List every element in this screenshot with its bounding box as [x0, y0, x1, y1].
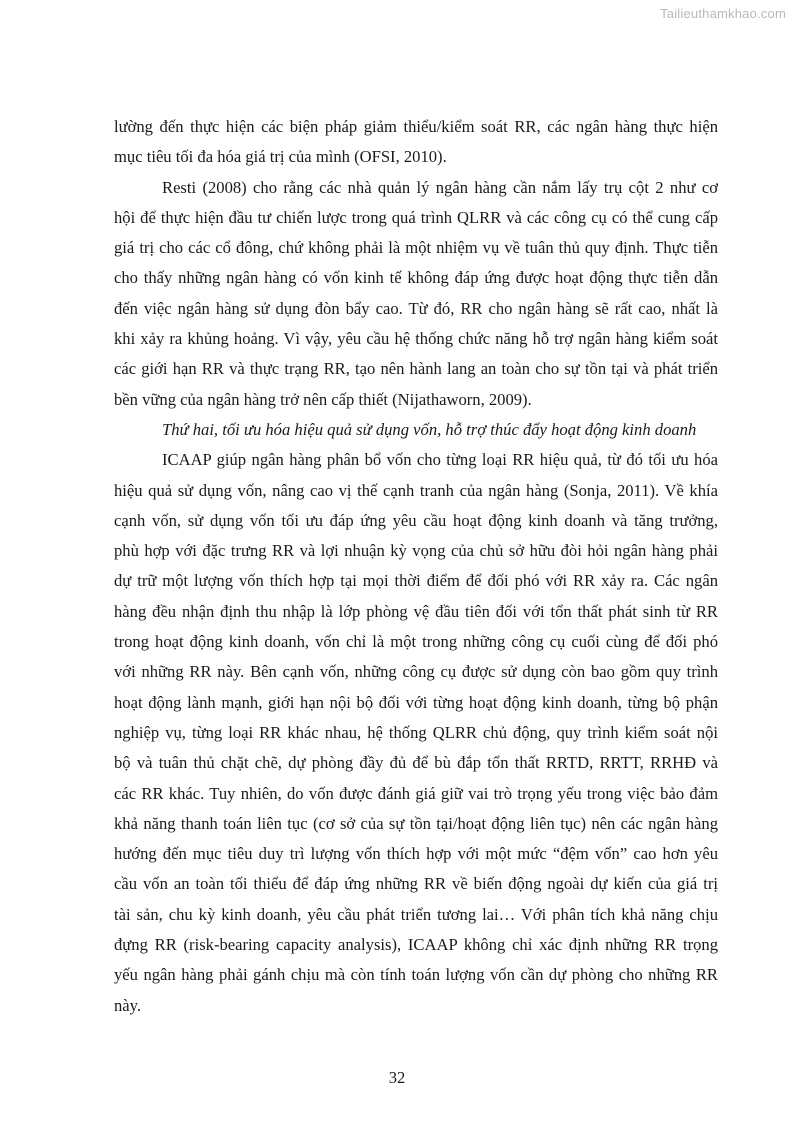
text-line: lường đến thực hiện các biện pháp giảm thiểu/kiểm soát RR, các ngân hàng thực hiện [114, 117, 718, 136]
text-line: khả năng thanh toán liên tục (cơ sở của sự tồn tại/hoạt động liên tục) nên các ngân hàng [114, 813, 718, 833]
text-line: ICAAP giúp ngân hàng phân bổ vốn cho từng loại RR hiệu quả, từ đó tối ưu hóa [162, 450, 718, 470]
text-line: các giới hạn RR và thực trạng RR, tạo nên hành lang an toàn cho sự tồn tại và phát triển [114, 359, 718, 379]
document-body [114, 112, 718, 1021]
watermark-text: Tailieuthamkhao.com [660, 6, 786, 21]
text-line: tài sản, chu kỳ kinh doanh, yêu cầu phát triển tương lai… Với phân tích khả năng chịu [114, 904, 718, 924]
text-line: đựng RR (risk-bearing capacity analysis), ICAAP không chỉ xác định những RR trọng [114, 935, 718, 955]
text-line: giá trị cho các cổ đông, chứ không phải là một nhiệm vụ về tuân thủ quy định. Thực tiễn [114, 238, 718, 258]
text-line: bộ và tuân thủ chặt chẽ, dự phòng đầy đủ để bù đắp tổn thất RRTD, RRTT, RRHĐ và [114, 753, 718, 773]
text-line: đến việc ngân hàng sử dụng đòn bẩy cao. Từ đó, RR cho ngân hàng sẽ rất cao, nhất là [114, 298, 718, 318]
text-line: hướng đến mục tiêu duy trì lượng vốn thích hợp với một mức “đệm vốn” cao hơn yêu [114, 844, 718, 864]
text-line: này. [114, 995, 142, 1015]
text-line: trong hoạt động kinh doanh, vốn chỉ là một trong những công cụ cuối cùng để đối phó [114, 632, 718, 652]
section-subheading: Thứ hai, tối ưu hóa hiệu quả sử dụng vốn, hỗ trợ thúc đẩy hoạt động kinh doanh [162, 419, 697, 439]
text-line: cạnh vốn, sử dụng vốn tối ưu đáp ứng yêu cầu hoạt động kinh doanh và tăng trưởng, [114, 510, 718, 530]
text-line: hàng đều nhận định thu nhập là lớp phòng vệ đầu tiên đối với tổn thất phát sinh từ RR [114, 601, 718, 621]
text-line: hoạt động lành mạnh, giới hạn nội bộ đối với từng hoạt động kinh doanh, từng bộ phận [114, 692, 718, 712]
text-line: mục tiêu tối đa hóa giá trị của mình (OFSI, 2010). [114, 147, 447, 167]
text-line: cho thấy những ngân hàng có vốn kinh tế không đáp ứng được hoạt động thực tiễn dẫn [114, 268, 718, 288]
text-line: khi xảy ra khủng hoảng. Vì vậy, yêu cầu hệ thống chức năng hỗ trợ ngân hàng kiểm soát [114, 329, 718, 349]
text-line: phù hợp với đặc trưng RR và lợi nhuận kỳ vọng của chủ sở hữu đòi hỏi ngân hàng phải [114, 541, 718, 561]
text-line: yếu ngân hàng phải gánh chịu mà còn tính toán lượng vốn cần dự phòng cho những RR [114, 965, 718, 985]
text-line: dự trữ một lượng vốn thích hợp tại mọi thời điểm để đối phó với RR xảy ra. Các ngân [114, 571, 718, 591]
text-line: nghiệp vụ, từng loại RR khác nhau, hệ thống QLRR chủ động, quy trình kiểm soát nội [114, 722, 718, 742]
text-line: với những RR này. Bên cạnh vốn, những công cụ được sử dụng còn bao gồm quy trình [114, 662, 718, 682]
text-line: hội để thực hiện đầu tư chiến lược trong quá trình QLRR và các công cụ có thể cung cấp [114, 207, 718, 227]
text-line: các RR khác. Tuy nhiên, do vốn được đánh giá giữ vai trò trọng yếu trong việc bảo đảm [114, 783, 718, 803]
text-line: Resti (2008) cho rằng các nhà quản lý ngân hàng cần nắm lấy trụ cột 2 như cơ [162, 177, 718, 197]
text-line: hiệu quả sử dụng vốn, nâng cao vị thế cạnh tranh của ngân hàng (Sonja, 2011). Về khía [114, 480, 718, 500]
text-line: cầu vốn an toàn tối thiểu để đáp ứng những RR về biến động ngoài dự kiến của giá trị [114, 874, 718, 894]
text-line: bền vững của ngân hàng trở nên cấp thiết (Nijathaworn, 2009). [114, 389, 532, 409]
page-number: 32 [388, 1068, 406, 1087]
